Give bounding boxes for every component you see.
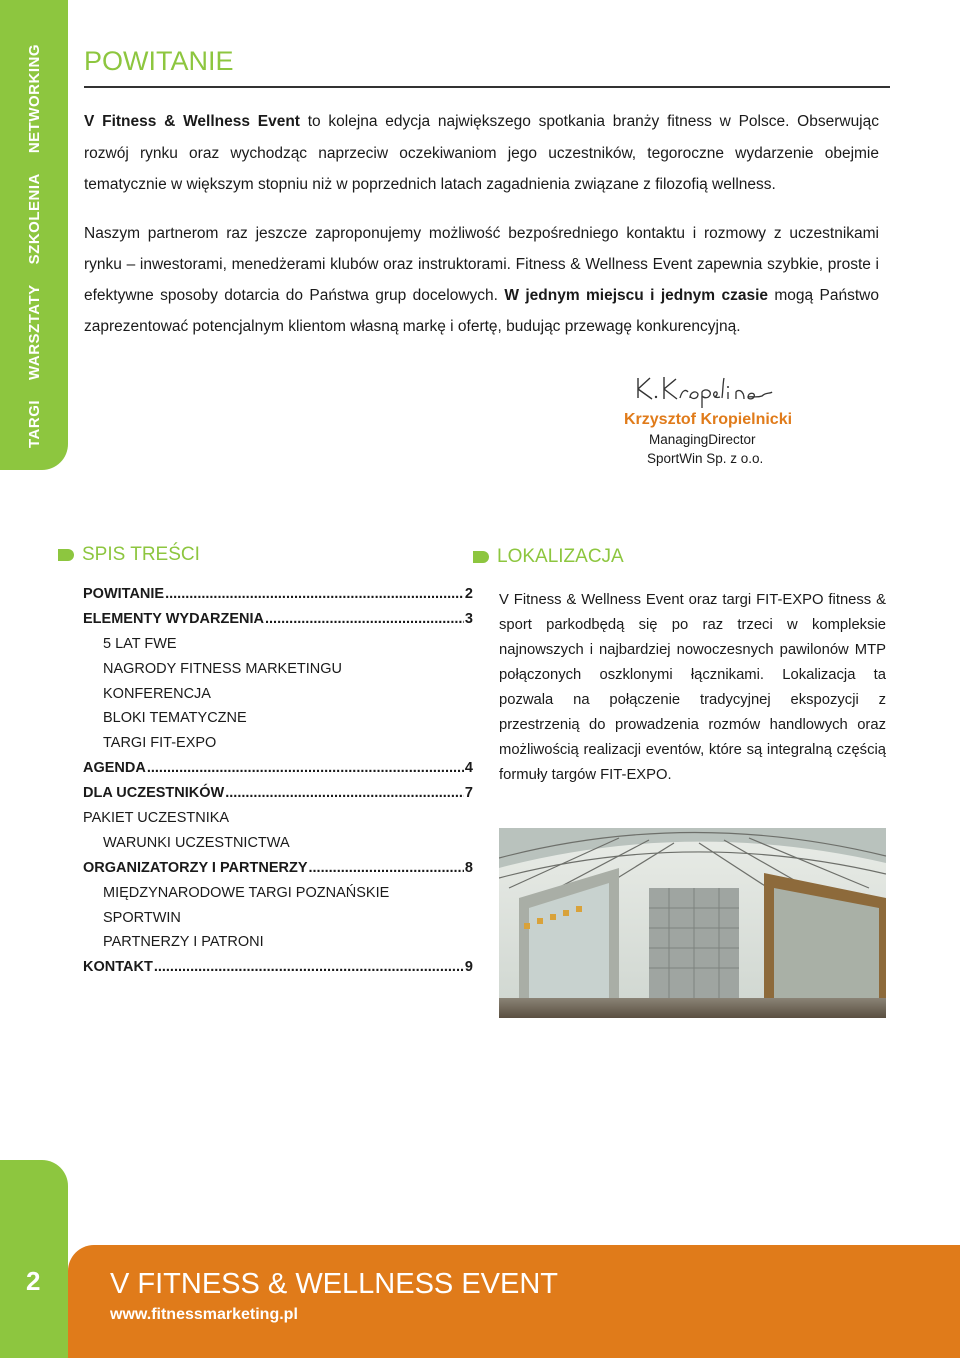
toc-item-page: 9 (464, 959, 473, 976)
toc-leader-dots (265, 611, 464, 627)
toc-item[interactable] (83, 586, 473, 611)
signatory-role: ManagingDirector (649, 432, 756, 447)
toc-item-label: BLOKI TEMATYCZNE (103, 710, 247, 727)
toc-leader-dots (154, 959, 464, 975)
toc-item-label: POWITANIE (83, 586, 165, 602)
partners-highlight: W jednym miejscu i jednym czasie (504, 287, 768, 304)
intro-text: to kolejna edycja największego spotkania branży fitness w Polsce. Obserwując rozwój rynku oraz wychodząc naprzeciw oczekiwaniom jego uczestników, tegoroczne wydarzenie obejmie tematycznie w większym stopniu niż w poprzednich latach zagadnienia związane z filozofią wellness. (84, 113, 879, 193)
toc-item[interactable] (83, 636, 473, 661)
signature-image (630, 372, 780, 410)
sidebar-word-warsztaty: WARSZTATY (25, 284, 43, 380)
section-marker-icon (58, 549, 74, 561)
toc-item[interactable] (83, 959, 473, 984)
partners-text-b: mogą Państwo zaprezentować potencjalnym klientom własną markę i ofertę, budując przewagę konkurencyjną. (84, 287, 879, 335)
sidebar-word-networking: NETWORKING (25, 43, 43, 154)
location-heading (473, 546, 624, 568)
footer-title: V FITNESS & WELLNESS EVENT (110, 1268, 558, 1300)
toc-item-page: 2 (464, 586, 473, 602)
toc-heading (58, 544, 200, 566)
footer-bar (68, 1245, 960, 1358)
title-divider (84, 86, 890, 88)
toc-item[interactable] (83, 785, 473, 810)
location-text: V Fitness & Wellness Event oraz targi FIT-EXPO fitness & sport parkodbędą się po raz trzeci w kompleksie najnowszych i najbardziej nowoczesnych pawilonów MTP połączonych oszklonymi łącznikami. Lokalizacja ta pozwala na połączenie tradycyjnej ekspozycji z przestrzenią do prowadzenia rozmów handlowych oraz możliwością realizacji eventów, które są integralną częścią formuły targów FIT-EXPO. (499, 592, 886, 783)
toc-item[interactable] (83, 611, 473, 636)
partners-paragraph (84, 218, 879, 342)
toc-item[interactable] (83, 860, 473, 885)
toc-item-label: KONTAKT (83, 959, 153, 976)
page-title: POWITANIE (84, 46, 234, 76)
toc-item[interactable] (83, 835, 473, 860)
intro-event-name: V Fitness & Wellness Event (84, 113, 300, 130)
toc-item-page: 4 (464, 760, 473, 777)
toc-item[interactable] (83, 910, 473, 935)
signatory-company: SportWin Sp. z o.o. (647, 451, 764, 466)
partners-text-a: Naszym partnerom raz jeszcze zaproponujemy możliwość bezpośredniego kontaktu i rozmowy z uczestnikami rynku – inwestorami, menedżerami klubów oraz instruktorami. Fitness & Wellness Event zapewnia szybkie, proste i efektywne sposoby dotarcia do Państwa grup docelowych. (84, 225, 879, 304)
toc-item-label: PARTNERZY I PATRONI (103, 934, 264, 951)
sidebar-band (0, 0, 68, 470)
toc-item-label: WARUNKI UCZESTNICTWA (103, 834, 290, 851)
toc-item[interactable] (83, 885, 473, 910)
toc-item-label: NAGRODY FITNESS MARKETINGU (103, 660, 343, 677)
toc-item[interactable] (83, 710, 473, 735)
toc-item[interactable] (83, 686, 473, 711)
section-marker-icon (473, 551, 489, 563)
toc-item-label: AGENDA (83, 760, 146, 777)
toc-item-page: 3 (464, 610, 473, 627)
toc-leader-dots (225, 785, 464, 801)
toc-item[interactable] (83, 934, 473, 959)
sidebar-word-szkolenia: SZKOLENIA (25, 173, 43, 265)
location-heading-text: LOKALIZACJA (497, 546, 624, 567)
toc-item-label: MIĘDZYNARODOWE TARGI POZNAŃSKIE (103, 884, 390, 901)
sidebar-bottom-band (0, 1160, 68, 1358)
sidebar-word-targi: TARGI (25, 399, 43, 448)
table-of-contents (83, 586, 473, 984)
toc-item[interactable] (83, 735, 473, 760)
intro-paragraph (84, 106, 879, 201)
toc-item-label: KONFERENCJA (103, 685, 211, 702)
toc-item-label: SPORTWIN (103, 909, 181, 926)
toc-item[interactable] (83, 810, 473, 835)
toc-leader-dots (309, 860, 464, 876)
page-number: 2 (26, 1266, 41, 1296)
toc-item-label: 5 LAT FWE (103, 635, 177, 652)
sidebar-words (0, 0, 68, 470)
signatory-name: Krzysztof Kropielnicki (624, 411, 793, 428)
toc-item-label: DLA UCZESTNIKÓW (83, 785, 225, 802)
toc-leader-dots (165, 586, 464, 602)
toc-item-label: ORGANIZATORZY I PARTNERZY (83, 859, 308, 876)
toc-leader-dots (147, 760, 464, 776)
toc-item-page: 8 (464, 859, 473, 876)
toc-heading-text: SPIS TREŚCI (82, 544, 200, 565)
venue-photo (499, 828, 886, 1018)
toc-item-label: TARGI FIT-EXPO (103, 735, 217, 752)
footer-url[interactable]: www.fitnessmarketing.pl (110, 1306, 298, 1323)
toc-item-page: 7 (464, 785, 473, 802)
toc-item-label: PAKIET UCZESTNIKA (83, 810, 230, 827)
toc-item[interactable] (83, 760, 473, 785)
toc-item-label: ELEMENTY WYDARZENIA (83, 610, 264, 627)
toc-item[interactable] (83, 661, 473, 686)
